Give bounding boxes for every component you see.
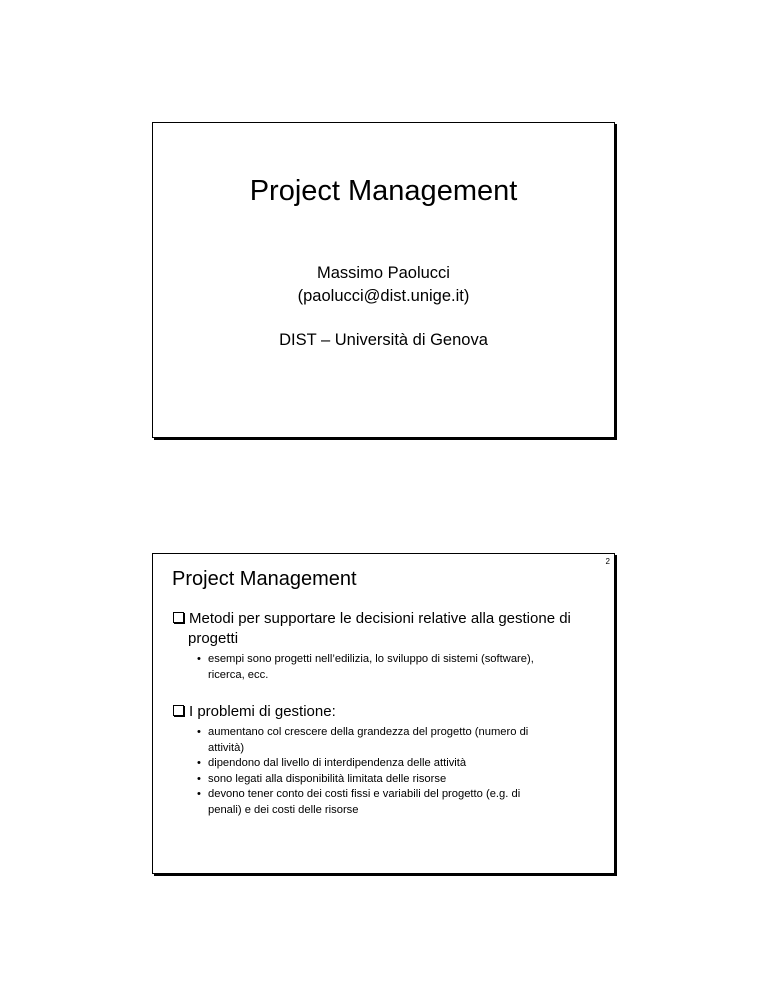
sub-bullet-list xyxy=(197,652,597,683)
sub-bullet-item xyxy=(197,756,597,772)
slide-title: Project Management xyxy=(249,175,518,207)
slide-heading: Project Management xyxy=(172,568,357,590)
sub-bullet-text-continued: ricerca, ecc. xyxy=(208,668,269,681)
sub-bullet-item xyxy=(197,652,597,683)
sub-bullet-text-continued: attività) xyxy=(208,741,245,754)
bullet-text: Metodi per supportare le decisioni relative alla gestione di xyxy=(189,610,571,627)
bullet-item xyxy=(173,609,593,649)
checkbox-bullet-icon xyxy=(173,612,184,623)
checkbox-bullet-icon xyxy=(173,705,184,716)
sub-bullet-text: dipendono dal livello di interdipendenza delle attività xyxy=(208,757,467,769)
bullet-item xyxy=(173,702,593,722)
sub-bullet-text: esempi sono progetti nell’edilizia, lo sviluppo di sistemi (software), xyxy=(208,653,534,665)
author-name: Massimo Paolucci xyxy=(317,264,450,282)
sub-bullet-text: sono legati alla disponibilità limitata delle risorse xyxy=(208,772,447,785)
author-email: (paolucci@dist.unige.it) xyxy=(297,287,470,305)
sub-bullet-list xyxy=(197,725,597,818)
page-number: 2 xyxy=(605,557,610,566)
sub-bullet-text-continued: penali) e dei costi delle risorse xyxy=(208,803,359,816)
bullet-text-continued: progetti xyxy=(188,630,239,647)
title-slide xyxy=(152,122,615,438)
sub-bullet-item xyxy=(197,787,597,818)
sub-bullet-text: devono tener conto dei costi fissi e variabili del progetto (e.g. di xyxy=(208,788,521,800)
sub-bullet-item xyxy=(197,772,597,788)
sub-bullet-text: aumentano col crescere della grandezza del progetto (numero di xyxy=(208,726,529,738)
affiliation: DIST – Università di Genova xyxy=(279,331,488,349)
sub-bullet-item xyxy=(197,725,597,756)
content-slide xyxy=(152,553,615,874)
bullet-text: I problemi di gestione: xyxy=(189,703,336,720)
